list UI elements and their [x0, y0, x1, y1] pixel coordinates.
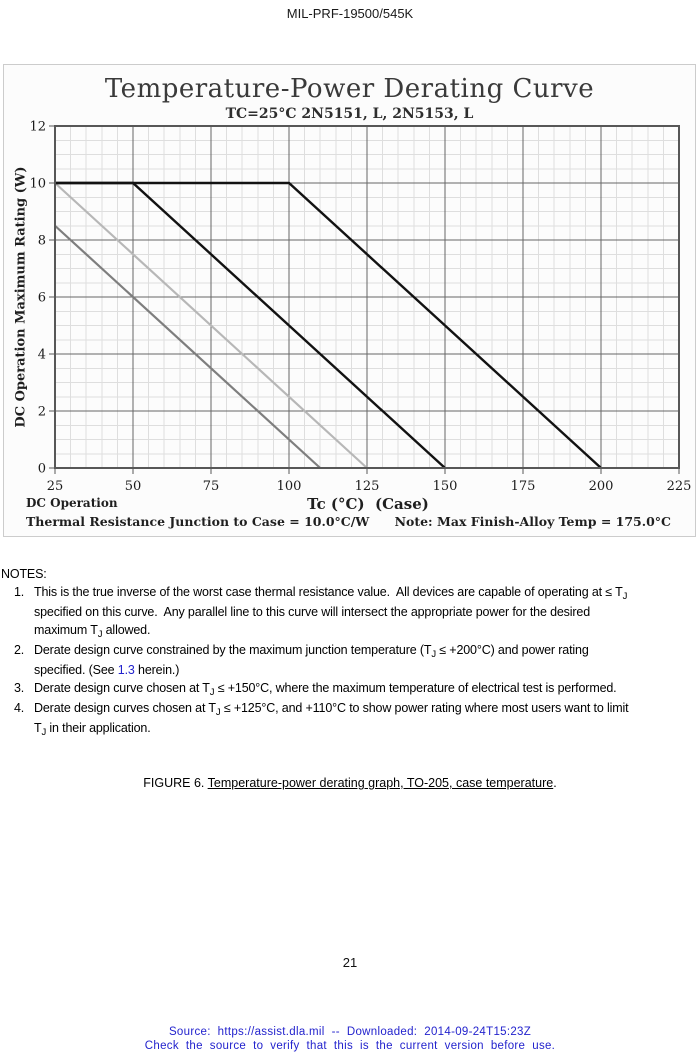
derating-chart — [4, 65, 697, 538]
svg-text:10: 10 — [29, 176, 46, 192]
note-number: 1. — [14, 585, 25, 599]
svg-text:225: 225 — [666, 479, 692, 494]
note-line: This is the true inverse of the worst case thermal resistance value. All devices are capable of operating at ≤ $T_J$ — [34, 585, 628, 602]
axis-ticks — [49, 126, 679, 474]
svg-text:25: 25 — [46, 479, 64, 494]
series-line — [55, 226, 320, 468]
y-axis-label: DC Operation Maximum Rating (W) — [13, 166, 29, 428]
svg-text:4: 4 — [37, 347, 46, 363]
notes-list — [1, 583, 700, 739]
footer-source-line: Source: https://assist.dla.mil -- Downloaded: 2014-09-24T15:23Z — [168, 1026, 532, 1038]
svg-text:12: 12 — [29, 119, 46, 135]
svg-text:200: 200 — [588, 479, 614, 494]
annotation-thermal-resistance: Thermal Resistance Junction to Case = 10.0°C/W — [26, 514, 370, 529]
note-item — [1, 679, 700, 699]
note-line: specified. (See 1.3 herein.) — [34, 663, 180, 677]
footer-check-line: Check the source to verify that this is the current version before use. — [144, 1039, 556, 1052]
note-line: $T_J$ in their application. — [34, 721, 151, 738]
svg-text:75: 75 — [202, 479, 220, 494]
chart-subtitle: TC=25°C 2N5151, L, 2N5153, L — [225, 106, 474, 122]
note-ref-link[interactable]: 1.3 — [117, 663, 135, 677]
note-line: Derate design curve chosen at $T_J \le +150^\circ C$, where the maximum temperature of electrical test is performed. — [34, 681, 617, 698]
note-line: specified on this curve. Any parallel line to this curve will intersect the appropriate power for the desired — [34, 605, 591, 619]
note-item — [1, 583, 700, 641]
figure-box — [3, 64, 696, 537]
annotation-max-finish-alloy: Note: Max Finish-Alloy Temp = 175.0°C — [394, 514, 671, 529]
chart-title: Temperature-Power Derating Curve — [104, 74, 595, 104]
svg-text:125: 125 — [354, 479, 380, 494]
note-line: Derate design curves chosen at $T_J \le +125^\circ C$, and +110°C to show power rating where most users want to limit — [34, 701, 629, 718]
note-number: 3. — [14, 681, 25, 695]
download-footer — [0, 1026, 700, 1053]
svg-text:50: 50 — [124, 479, 142, 494]
note-line: Derate design curve constrained by the maximum junction temperature $(T_J \le +200^\circ C)$ and power rating — [34, 643, 589, 660]
svg-text:100: 100 — [276, 479, 302, 494]
svg-text:6: 6 — [37, 290, 46, 306]
document-header: MIL-PRF-19500/545K — [286, 6, 414, 21]
tick-labels — [29, 120, 691, 495]
figure-caption: FIGURE 6. Temperature-power derating graph, TO-205, case temperature. — [143, 776, 557, 790]
note-item — [1, 699, 700, 739]
notes-section — [1, 565, 700, 739]
note-line: maximum $T_J$ allowed. — [34, 623, 151, 640]
x-axis-label: Tc (°C) (Case) — [307, 495, 429, 513]
note-number: 2. — [14, 643, 25, 657]
svg-text:2: 2 — [37, 404, 46, 420]
annotation-dc-operation: DC Operation — [26, 496, 118, 510]
svg-text:175: 175 — [510, 479, 536, 494]
svg-text:8: 8 — [37, 233, 46, 249]
page-number: 21 — [342, 955, 358, 970]
svg-text:0: 0 — [37, 461, 46, 477]
note-number: 4. — [14, 701, 25, 715]
note-item — [1, 641, 700, 679]
notes-heading: NOTES: — [1, 567, 47, 581]
svg-text:150: 150 — [432, 479, 458, 494]
